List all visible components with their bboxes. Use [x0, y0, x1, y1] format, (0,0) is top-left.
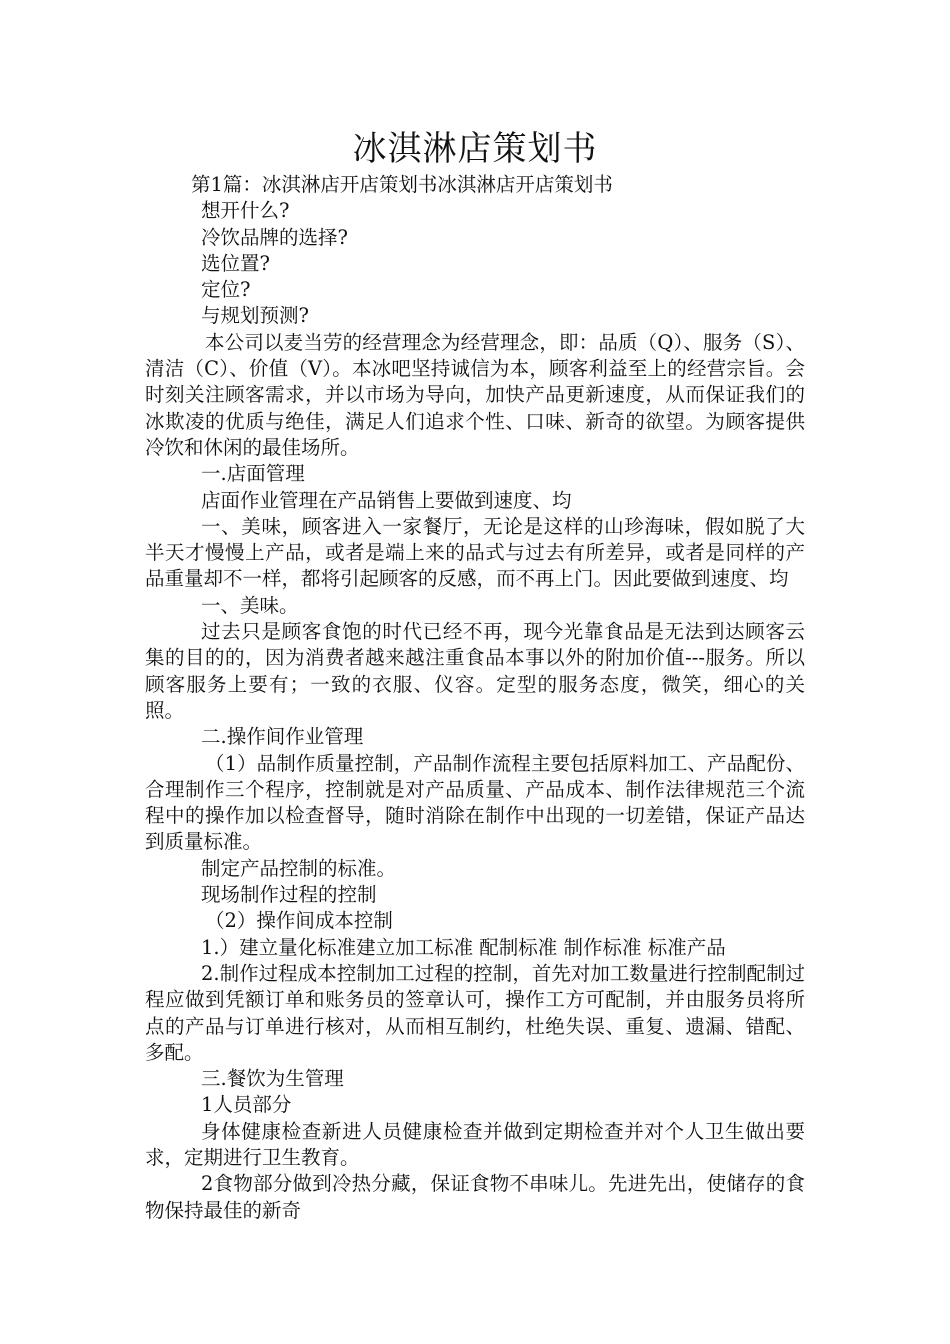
paragraph: 一、美味。 — [201, 593, 299, 617]
paragraph: 第1篇：冰淇淋店开店策划书冰淇淋店开店策划书 — [191, 173, 613, 196]
paragraph: 身体健康检查新进人员健康检查并做到定期检查并对个人卫生做出要求，定期进行卫生教育。 — [145, 1119, 805, 1169]
paragraph: （2）操作间成本控制 — [205, 909, 393, 933]
paragraph: 选位置? — [201, 251, 270, 275]
paragraph: 一、美味，顾客进入一家餐厅，无论是这样的山珍海味，假如脱了大半天才慢慢上产品，或者是端上来的品式与过去有所差异，或者是同样的产品重量却不一样，都将引起顾客的反感，而不再上门。因此要做到速度、均 — [145, 514, 805, 591]
paragraph: 店面作业管理在产品销售上要做到速度、均 — [201, 488, 572, 512]
paragraph: 现场制作过程的控制 — [201, 883, 377, 907]
paragraph: 过去只是顾客食饱的时代已经不再，现今光靠食品是无法到达顾客云集的目的的，因为消费者越来越注重食品本事以外的附加价值---服务。所以顾客服务上要有；一致的衣服、仪容。定型的服务态度，微笑，细心的关照。 — [145, 620, 805, 722]
paragraph: 三.餐饮为生管理 — [201, 1067, 344, 1091]
paragraph: 定位? — [201, 278, 251, 302]
paragraph: 与规划预测? — [201, 304, 309, 328]
paragraph: （1）品制作质量控制，产品制作流程主要包括原料加工、产品配份、合理制作三个程序，控制就是对产品质量、产品成本、制作法律规范三个流程中的操作加以检查督导，随时消除在制作中出现的一切差错，保证产品达到质量标准。 — [145, 751, 805, 854]
paragraph: 冷饮品牌的选择? — [201, 225, 348, 249]
paragraph: 1人员部分 — [201, 1093, 292, 1117]
paragraph: 一.店面管理 — [201, 462, 305, 486]
paragraph: 本公司以麦当劳的经营理念为经营理念，即：品质（Q）、服务（S）、清洁（C）、价值（V）。本冰吧坚持诚信为本，顾客利益至上的经营宗旨。会时刻关注顾客需求，并以市场为导向，加快产品更新速度，从而保证我们的冰欺凌的优质与绝佳，满足人们追求个性、口味、新奇的欲望。为顾客提供冷饮和休闲的最佳场所。 — [145, 330, 805, 459]
paragraph: 二.操作间作业管理 — [201, 725, 364, 749]
document-body — [145, 172, 805, 1224]
paragraph: 2食物部分做到冷热分藏，保证食物不串味儿。先进先出，使储存的食物保持最佳的新奇 — [145, 1172, 805, 1222]
paragraph: 1.）建立量化标准建立加工标准 配制标准 制作标准 标准产品 — [201, 935, 726, 959]
paragraph: 制定产品控制的标准。 — [201, 856, 397, 880]
paragraph: 想开什么? — [201, 199, 290, 223]
paragraph: 2.制作过程成本控制加工过程的控制，首先对加工数量进行控制配制过程应做到凭额订单和账务员的签章认可，操作工方可配制，并由服务员将所点的产品与订单进行核对，从而相互制约，杜绝失误、重复、遗漏、错配、多配。 — [145, 961, 805, 1064]
document-title: 冰淇淋店策划书 — [352, 129, 598, 169]
